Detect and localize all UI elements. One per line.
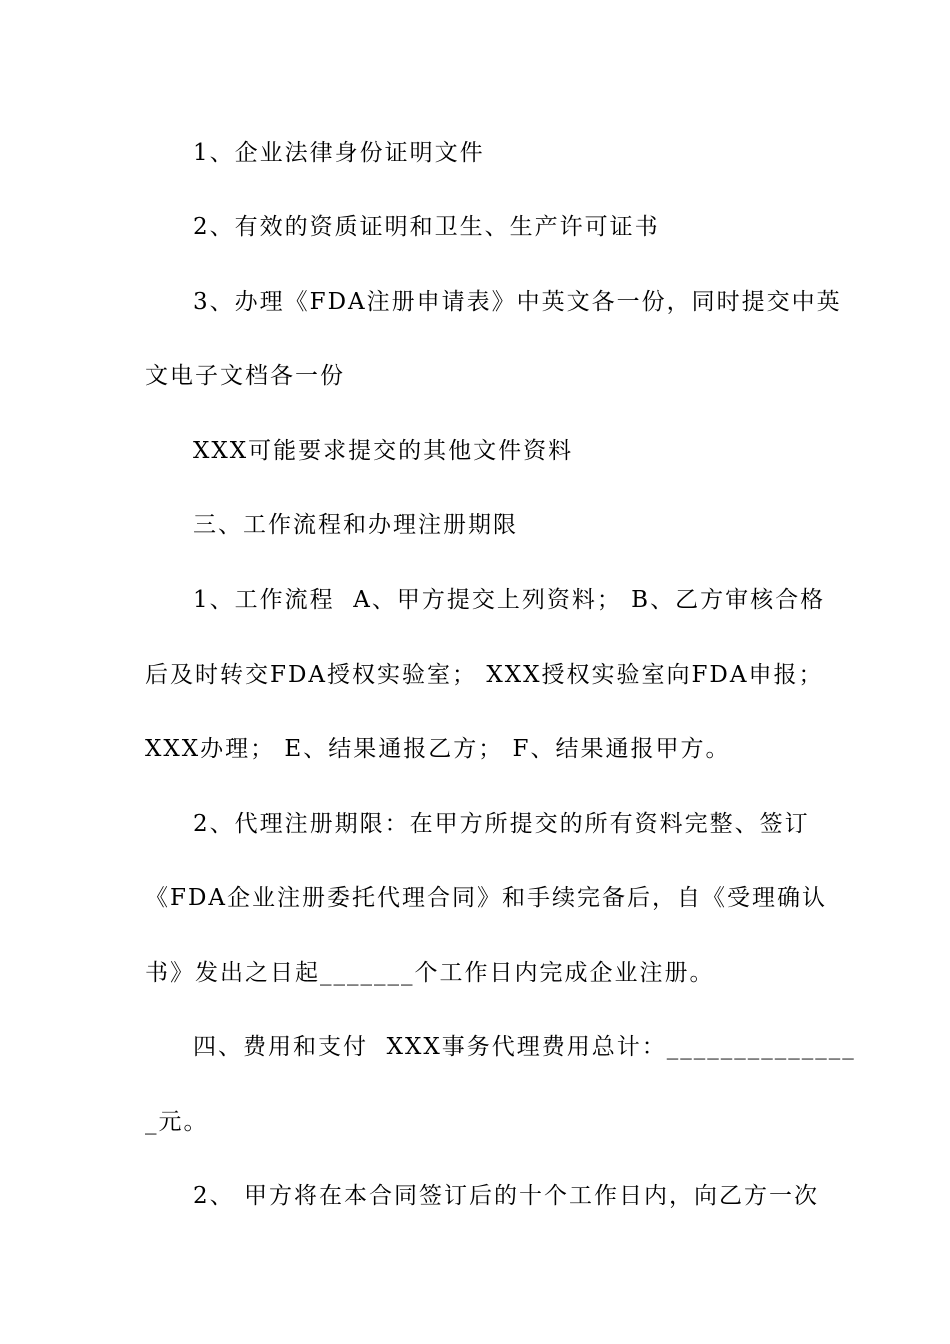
paragraph-line: 2、 甲方将在本合同签订后的十个工作日内，向乙方一次	[193, 1183, 819, 1209]
paragraph-line: 2、有效的资质证明和卫生、生产许可证书	[193, 214, 660, 240]
paragraph-line: XXX办理； E、结果通报乙方； F、结果通报甲方。	[145, 736, 731, 762]
paragraph-line: 文电子文档各一份	[145, 363, 345, 389]
paragraph-line: 1、企业法律身份证明文件	[193, 140, 485, 166]
paragraph-line: 《FDA企业注册委托代理合同》和手续完备后，自《受理确认	[145, 885, 828, 911]
paragraph-line: XXX可能要求提交的其他文件资料	[193, 438, 574, 464]
section-heading: 三、工作流程和办理注册期限	[193, 512, 518, 538]
paragraph-line: 书》发出之日起_______个工作日内完成企业注册。	[145, 960, 715, 986]
paragraph-line: 2、代理注册期限：在甲方所提交的所有资料完整、签订	[193, 811, 810, 837]
paragraph-line: _元。	[145, 1109, 209, 1135]
paragraph-line: 后及时转交FDA授权实验室； XXX授权实验室向FDA申报；	[145, 662, 824, 688]
section-heading: 四、费用和支付 XXX事务代理费用总计：______________	[193, 1034, 856, 1060]
paragraph-line: 3、办理《FDA注册申请表》中英文各一份，同时提交中英	[193, 289, 842, 315]
paragraph-line: 1、工作流程 A、甲方提交上列资料； B、乙方审核合格	[193, 587, 826, 613]
